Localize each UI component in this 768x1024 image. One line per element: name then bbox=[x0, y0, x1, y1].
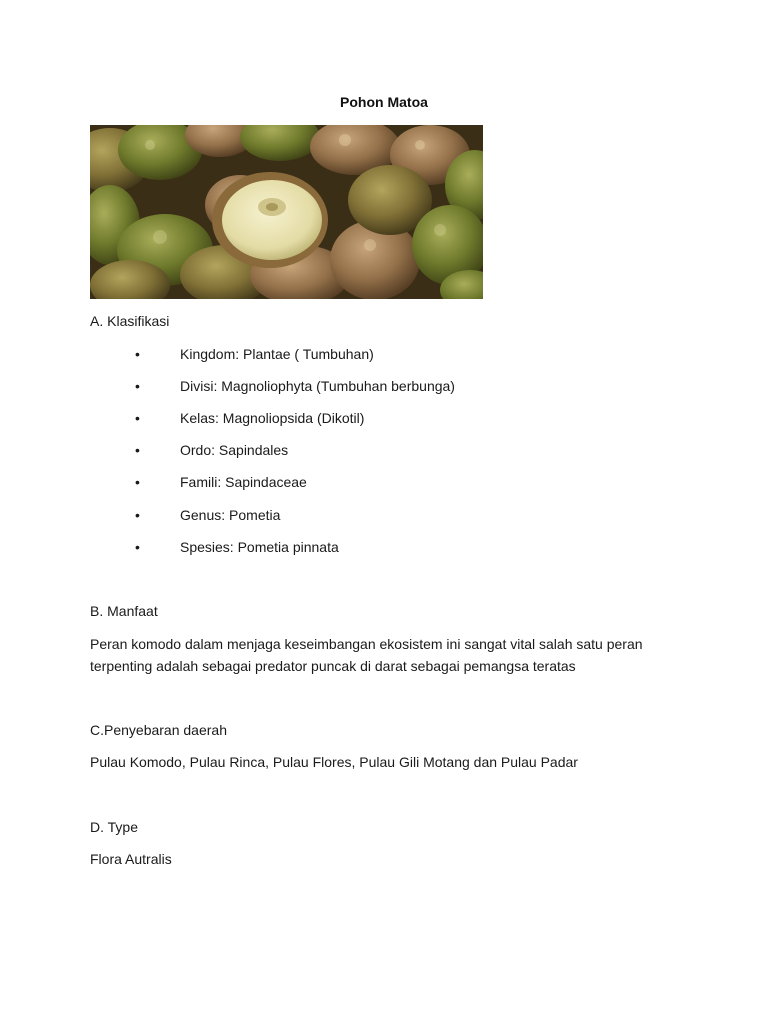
list-item bbox=[0, 471, 768, 493]
matoa-fruit-photo bbox=[90, 125, 483, 299]
list-item-text: Spesies: Pometia pinnata bbox=[180, 539, 339, 555]
section-d-heading: D. Type bbox=[90, 819, 138, 835]
list-item-text: Kingdom: Plantae ( Tumbuhan) bbox=[180, 346, 374, 362]
bullet-icon: • bbox=[135, 474, 140, 490]
page-title: Pohon Matoa bbox=[340, 94, 428, 110]
list-item bbox=[0, 375, 768, 397]
list-item-text: Genus: Pometia bbox=[180, 507, 281, 523]
bullet-icon: • bbox=[135, 378, 140, 394]
list-item bbox=[0, 536, 768, 558]
list-item-text: Famili: Sapindaceae bbox=[180, 474, 307, 490]
section-d-body: Flora Autralis bbox=[90, 851, 172, 867]
section-b-heading: B. Manfaat bbox=[90, 603, 158, 619]
bullet-icon: • bbox=[135, 410, 140, 426]
bullet-icon: • bbox=[135, 507, 140, 523]
bullet-icon: • bbox=[135, 346, 140, 362]
list-item bbox=[0, 439, 768, 461]
bullet-icon: • bbox=[135, 442, 140, 458]
list-item-text: Ordo: Sapindales bbox=[180, 442, 289, 458]
bullet-icon: • bbox=[135, 539, 140, 555]
list-item bbox=[0, 504, 768, 526]
section-a-heading: A. Klasifikasi bbox=[90, 313, 170, 329]
section-b-body: Peran komodo dalam menjaga keseimbangan ekosistem ini sangat vital salah satu peran terpenting adalah sebagai predator puncak di darat sebagai pemangsa teratas bbox=[90, 636, 643, 674]
section-c-heading: C.Penyebaran daerah bbox=[90, 722, 227, 738]
list-item bbox=[0, 343, 768, 365]
list-item bbox=[0, 407, 768, 429]
list-item-text: Kelas: Magnoliopsida (Dikotil) bbox=[180, 410, 365, 426]
list-item-text: Divisi: Magnoliophyta (Tumbuhan berbunga) bbox=[180, 378, 455, 394]
section-c-body: Pulau Komodo, Pulau Rinca, Pulau Flores, Pulau Gili Motang dan Pulau Padar bbox=[90, 754, 578, 770]
